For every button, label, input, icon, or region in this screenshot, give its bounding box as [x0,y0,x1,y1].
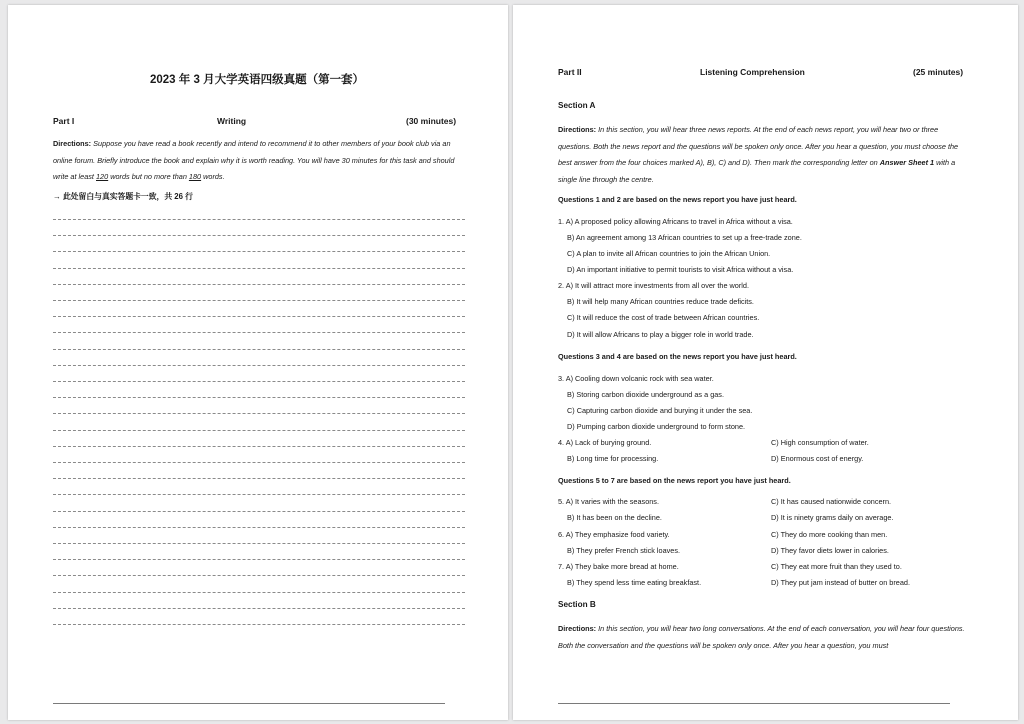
answer-line [53,494,465,495]
section-b-heading: Section B [558,600,596,609]
answer-line [53,430,465,431]
directions-text-c: words. [201,172,225,181]
question-1-option-a: 1. A) A proposed policy allowing Africans to travel in Africa without a visa. [558,217,793,226]
question-2-option-c: C) It will reduce the cost of trade between African countries. [567,313,760,322]
question-6-option-a: 6. A) They emphasize food variety. [558,530,670,539]
answer-line [53,527,465,528]
directions-text: In this section, you will hear two long conversations. At the end of each conversation, you will hear four questions. Both the conversation and the questions will be spoken only once. After you hear a question, you must [558,624,965,650]
answer-line [53,365,465,366]
words-max: 180 [188,172,202,181]
question-5-option-d: D) It is ninety grams daily on average. [771,513,894,522]
answer-line [53,608,465,609]
question-4-option-a: 4. A) Lack of burying ground. [558,438,652,447]
words-min: 120 [96,172,109,181]
part-time: (30 minutes) [406,116,457,126]
part-section-name: Writing [217,116,247,126]
question-1-option-b: B) An agreement among 13 African countries to set up a free-trade zone. [567,233,802,242]
question-4-option-c: C) High consumption of water. [771,438,869,447]
question-1-option-c: C) A plan to invite all African countries to join the African Union. [567,249,771,258]
answer-line [53,511,465,512]
footer-rule [558,703,950,704]
exam-title: 2023 年 3 月大学英语四级真题（第一套） [150,74,365,86]
answer-line [53,543,465,544]
question-group-heading: Questions 1 and 2 are based on the news report you have just heard. [558,195,797,204]
answer-line [53,219,465,220]
question-group-heading: Questions 5 to 7 are based on the news report you have just heard. [558,476,791,485]
answer-line [53,268,465,269]
directions-end: with a single line through the centre. [558,158,956,184]
question-3-option-b: B) Storing carbon dioxide underground as a gas. [567,390,724,399]
question-5-option-b: B) It has been on the decline. [567,513,662,522]
question-3-option-d: D) Pumping carbon dioxide underground to form stone. [567,422,746,431]
directions-text: In this section, you will hear three news reports. At the end of each news report, you will hear two or three questions. Both the news report and the questions will be spoken only once. After you hear a question, you must choose the best answer from the four choices marked A), B), C) and D). Then mark the corresponding letter on [558,125,959,167]
part-label: Part II [558,67,582,77]
question-6-option-d: D) They favor diets lower in calories. [771,546,889,555]
question-7-option-c: C) They eat more fruit than they used to. [771,562,902,571]
section-b-directions [558,621,972,654]
answer-line [53,592,465,593]
question-7-option-a: 7. A) They bake more bread at home. [558,562,679,571]
question-group-heading: Questions 3 and 4 are based on the news report you have just heard. [558,352,797,361]
directions-text-b: words but no more than [108,172,189,181]
question-7-option-b: B) They spend less time eating breakfast. [567,578,702,587]
question-5-option-a: 5. A) It varies with the seasons. [558,497,659,506]
answer-line [53,397,465,398]
question-1-option-d: D) An important initiative to permit tourists to visit Africa without a visa. [567,265,794,274]
directions-label: Directions: [53,139,92,148]
question-7-option-d: D) They put jam instead of butter on bread. [771,578,910,587]
question-2-option-a: 2. A) It will attract more investments from all over the world. [558,281,749,290]
answer-line [53,624,465,625]
answer-line [53,478,465,479]
question-4-option-b: B) Long time for processing. [567,454,659,463]
question-6-option-b: B) They prefer French stick loaves. [567,546,681,555]
part-label: Part I [53,116,75,126]
answer-line [53,332,465,333]
answer-line [53,413,465,414]
section-a-heading: Section A [558,101,596,110]
question-2-option-b: B) It will help many African countries reduce trade deficits. [567,297,754,306]
part-section-name: Listening Comprehension [700,67,805,77]
answer-line [53,251,465,252]
answer-line [53,446,465,447]
writing-directions [53,136,467,186]
answer-line [53,349,465,350]
answer-line [53,575,465,576]
question-3-option-c: C) Capturing carbon dioxide and burying it under the sea. [567,406,753,415]
answer-line [53,300,465,301]
question-5-option-c: C) It has caused nationwide concern. [771,497,892,506]
question-6-option-c: C) They do more cooking than men. [771,530,888,539]
directions-label: Directions: [558,125,597,134]
answer-line [53,559,465,560]
answer-sheet-ref: Answer Sheet 1 [879,158,935,167]
answer-line [53,462,465,463]
footer-rule [53,703,445,704]
directions-label: Directions: [558,624,597,633]
question-2-option-d: D) It will allow Africans to play a bigger role in world trade. [567,330,754,339]
blank-lines-note: → 此处留白与真实答题卡一致，共 26 行 [53,192,193,201]
answer-line [53,235,465,236]
answer-line [53,284,465,285]
left-page [8,5,508,720]
section-a-directions [558,122,972,188]
question-3-option-a: 3. A) Cooling down volcanic rock with sea water. [558,374,714,383]
answer-line [53,316,465,317]
question-4-option-d: D) Enormous cost of energy. [771,454,864,463]
right-page [513,5,1018,720]
part-time: (25 minutes) [913,67,964,77]
directions-text-a: Suppose you have read a book recently and intend to recommend it to other members of your book club via an online forum. Briefly introduce the book and explain why it is worth reading. You will have 30 minutes for this task and should write at least [53,139,455,181]
answer-line [53,381,465,382]
